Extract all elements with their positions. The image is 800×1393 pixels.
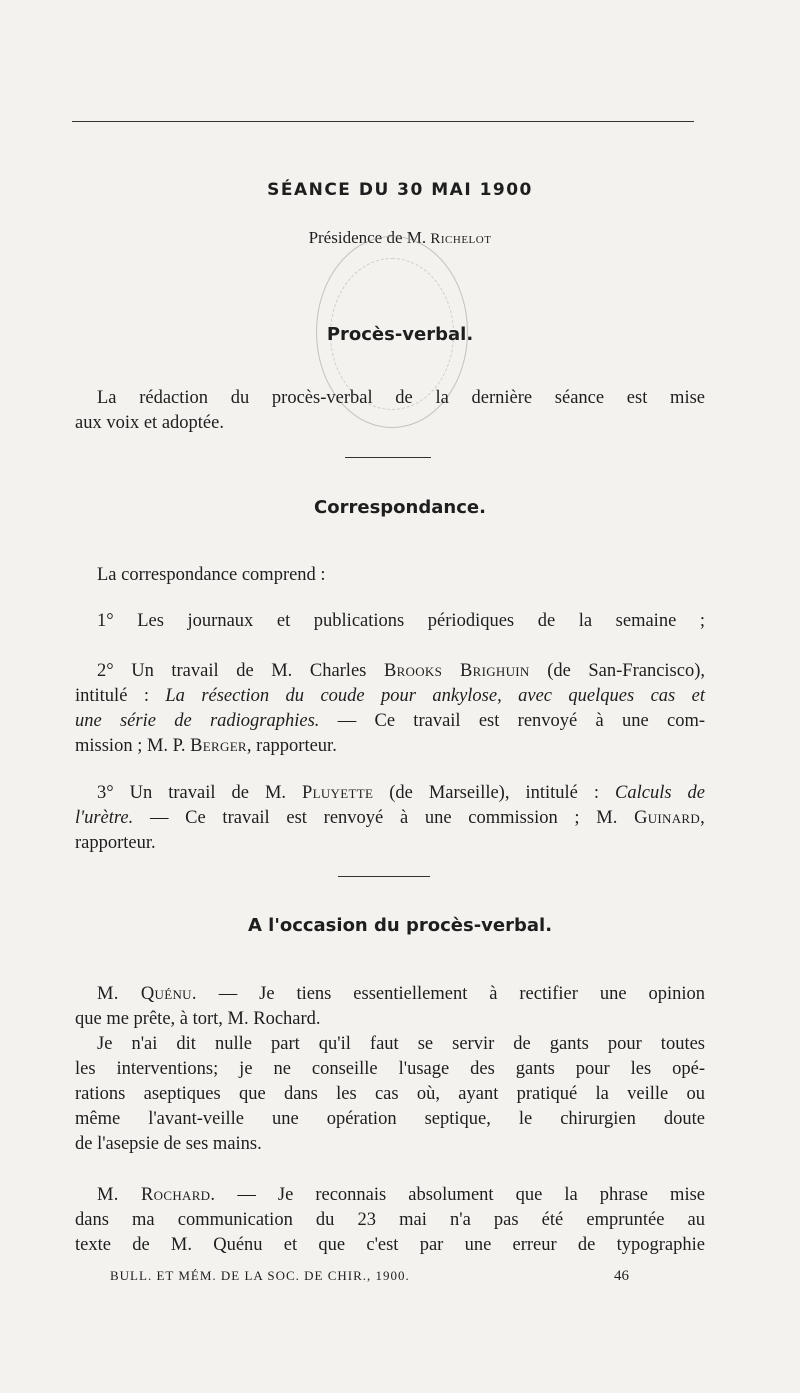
correspondance-intro-text: La correspondance comprend : [97, 565, 326, 585]
quenu-line: de l'asepsie de ses mains. [75, 1134, 262, 1154]
quenu-line: que me prête, à tort, M. Rochard. [75, 1009, 321, 1029]
rochard-line: dans ma communication du 23 mai n'a pas été empruntée au [75, 1210, 705, 1230]
correspondance-item-3 [75, 781, 705, 856]
proces-verbal-text [75, 386, 705, 436]
quenu-line: les interventions; je ne conseille l'usage des gants pour les opé- [75, 1059, 705, 1079]
item2-line-2 [75, 684, 705, 709]
item2-text: 2° Un travail de M. Charles [97, 661, 367, 681]
item2-text: mission ; M. P. [75, 736, 186, 756]
item2-line-1 [75, 659, 705, 684]
item3-text: — Ce travail est renvoyé à une commission ; M. [149, 808, 618, 828]
item2-text: — Ce travail est renvoyé à une com- [337, 711, 705, 731]
president-name: Richelot [430, 231, 492, 247]
author-name: Brooks Brighuin [383, 661, 530, 681]
top-rule [72, 121, 694, 122]
correspondance-item-2 [75, 659, 705, 759]
item3-text: (de Marseille), intitulé : [389, 783, 600, 803]
work-title: La résection du coude pour ankylose, avec quelques cas et [165, 686, 705, 706]
work-title: l'urètre. [75, 808, 134, 828]
quenu-line: même l'avant-veille une opération septique, le chirurgien doute [75, 1109, 705, 1129]
rochard-statement [75, 1183, 705, 1258]
item3-line-3: rapporteur. [75, 833, 156, 853]
rapporteur-name: Berger [190, 736, 247, 756]
proces-verbal-heading: Procès-verbal. [326, 324, 474, 345]
quenu-line: rations aseptiques que dans les cas où, ayant pratiqué la veille ou [75, 1084, 705, 1104]
correspondance-item-1-text: 1° Les journaux et publications périodiques de la semaine ; [97, 611, 705, 631]
rochard-line-1 [75, 1183, 705, 1208]
work-title: une série de radiographies. [75, 711, 320, 731]
speaker-name: M. Quénu. [97, 984, 197, 1004]
journal-footer: BULL. ET MÉM. DE LA SOC. DE CHIR., 1900. [110, 1268, 410, 1283]
occasion-heading: A l'occasion du procès-verbal. [247, 915, 553, 936]
item2-line-3 [75, 709, 705, 734]
correspondance-heading: Correspondance. [314, 497, 486, 518]
rochard-line: texte de M. Quénu et que c'est par une erreur de typographie [75, 1235, 705, 1255]
item2-text: intitulé : [75, 686, 149, 706]
item3-line-1 [75, 781, 705, 806]
correspondance-item-1 [75, 609, 705, 634]
proces-verbal-line: La rédaction du procès-verbal de la dernière séance est mise [97, 388, 705, 408]
item2-text: (de San-Francisco), [547, 661, 705, 681]
rapporteur-name: Guinard, [634, 808, 706, 828]
seance-title: SÉANCE DU 30 MAI 1900 [267, 180, 533, 200]
item3-text: 3° Un travail de M. [97, 783, 287, 803]
section-divider [345, 457, 431, 458]
page-number: 46 [614, 1268, 629, 1284]
item2-text: , rapporteur. [246, 736, 337, 756]
presidence-prefix: Présidence de M. [308, 228, 427, 247]
section-divider [338, 876, 430, 877]
quenu-line: Je n'ai dit nulle part qu'il faut se servir de gants pour toutes [97, 1034, 705, 1054]
item2-line-4 [75, 734, 705, 759]
item3-line-2 [75, 806, 705, 831]
proces-verbal-line: aux voix et adoptée. [75, 413, 224, 433]
rochard-text: — Je reconnais absolument que la phrase mise [237, 1185, 706, 1205]
quenu-text: — Je tiens essentiellement à rectifier une opinion [218, 984, 705, 1004]
work-title: Calculs de [615, 783, 706, 803]
speaker-name: M. Rochard. [97, 1185, 216, 1205]
correspondance-intro [75, 563, 705, 588]
quenu-line-1 [75, 982, 705, 1007]
quenu-statement [75, 982, 705, 1157]
author-name: Pluyette [302, 783, 374, 803]
